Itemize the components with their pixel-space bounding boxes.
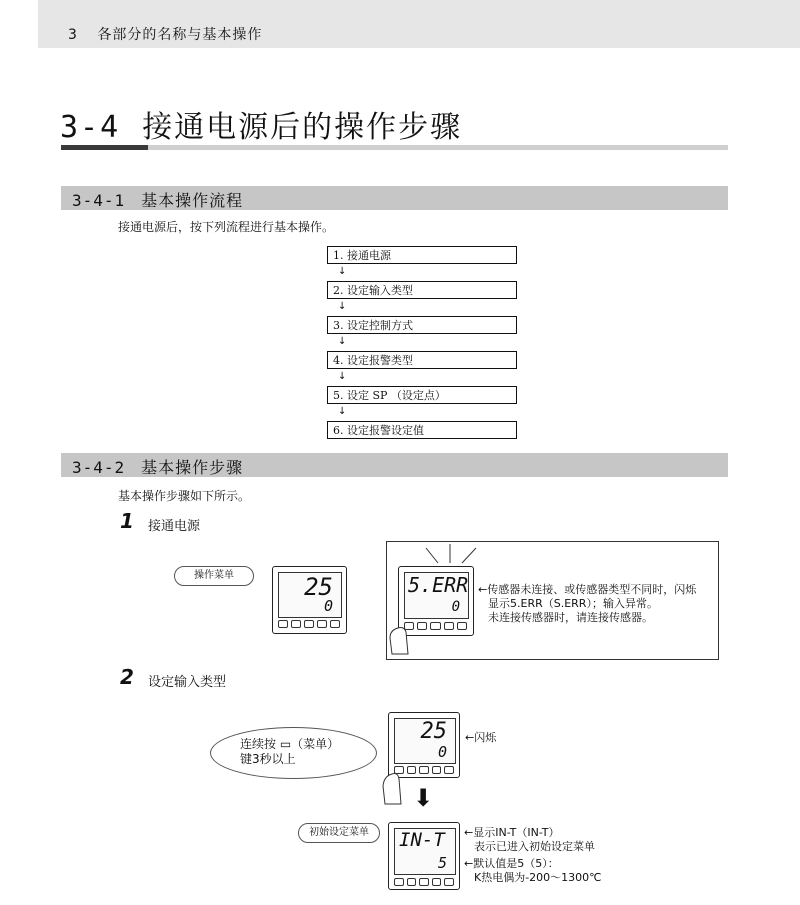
sv-display: 0 [437,743,447,761]
subsection-title-2 [72,455,243,478]
section-title-text: 接通电源后的操作步骤 [142,110,463,145]
flow-step-4: 4. 设定报警类型 [327,351,517,369]
hand-icon [388,626,420,656]
bubble-line: 键3秒以上 [240,752,296,766]
controller-screen [394,828,456,875]
init-note-line: ←默认值是5（5）： [464,857,559,870]
pv-display: 25 [420,719,447,744]
title-rule [148,145,728,150]
chapter-title: 各部分的名称与基本操作 [97,27,263,43]
init-note-1 [464,826,595,854]
step-number-2: 2 [120,665,134,689]
controller-screen [394,718,456,764]
subsection-title-text: 基本操作流程 [141,191,244,210]
sv-display: 0 [323,597,333,615]
operation-menu-pill: 操作菜单 [174,566,254,586]
error-pv-display: 5.ERR [408,573,469,597]
flow-step-5: 5. 设定 SP （设定点） [327,386,517,404]
intro-text-1: 接通电源后，按下列流程进行基本操作。 [118,220,335,234]
controller-device-3 [388,822,460,890]
controller-buttons [394,878,454,886]
init-note-line: ←显示IN-T（IN-T） [464,826,560,839]
down-arrow-icon: ⬇ [413,784,434,812]
chapter-number: 3 [68,27,78,43]
controller-buttons [278,620,340,628]
subsection-number: 3-4-2 [72,458,126,477]
chapter-header [68,24,262,44]
flash-note: ←闪烁 [465,731,497,744]
flow-step-6: 6. 设定报警设定值 [327,421,517,439]
bubble-line: 连续按 ▭（菜单） [240,737,340,751]
section-number: 3-4 [60,110,121,145]
error-note-line: 未连接传感器时，请连接传感器。 [488,611,653,624]
flow-step-3: 3. 设定控制方式 [327,316,517,334]
flow-arrow: ↓ [338,336,347,347]
pv-display: 25 [304,573,333,601]
controller-screen [278,572,342,618]
step-label-1: 接通电源 [148,519,201,534]
flow-step-1: 1. 接通电源 [327,246,517,264]
step-label-2: 设定输入类型 [148,675,227,690]
step-number-1: 1 [120,509,134,533]
instruction-bubble-text [240,737,339,767]
error-note [478,583,696,625]
section-title [60,102,462,146]
controller-device-1 [272,566,347,634]
subsection-title-1 [72,188,243,211]
init-note-line: 表示已进入初始设定菜单 [474,840,595,853]
intro-text-2: 基本操作步骤如下所示。 [118,489,251,503]
controller-screen [404,572,469,619]
hand-icon [380,772,410,806]
flow-arrow: ↓ [338,301,347,312]
flow-arrow: ↓ [338,371,347,382]
subsection-number: 3-4-1 [72,191,126,210]
flash-lines-icon [420,543,480,565]
init-pv-display: IN-T [399,829,445,851]
title-rule-accent [61,145,148,150]
initial-menu-pill: 初始设定菜单 [298,823,380,843]
init-sv-display: 5 [437,854,447,872]
flow-arrow: ↓ [338,266,347,277]
init-note-2 [464,857,602,885]
flow-step-2: 2. 设定输入类型 [327,281,517,299]
error-sv-display: 0 [451,599,460,615]
error-note-line: ←传感器未连接、或传感器类型不同时，闪烁 [478,583,697,596]
flow-arrow: ↓ [338,406,347,417]
error-note-line: 显示5.ERR（S.ERR）；输入异常。 [488,597,658,610]
controller-device-2 [388,712,460,778]
subsection-title-text: 基本操作步骤 [141,458,244,477]
init-note-line: K热电偶为-200～1300℃ [474,871,602,884]
